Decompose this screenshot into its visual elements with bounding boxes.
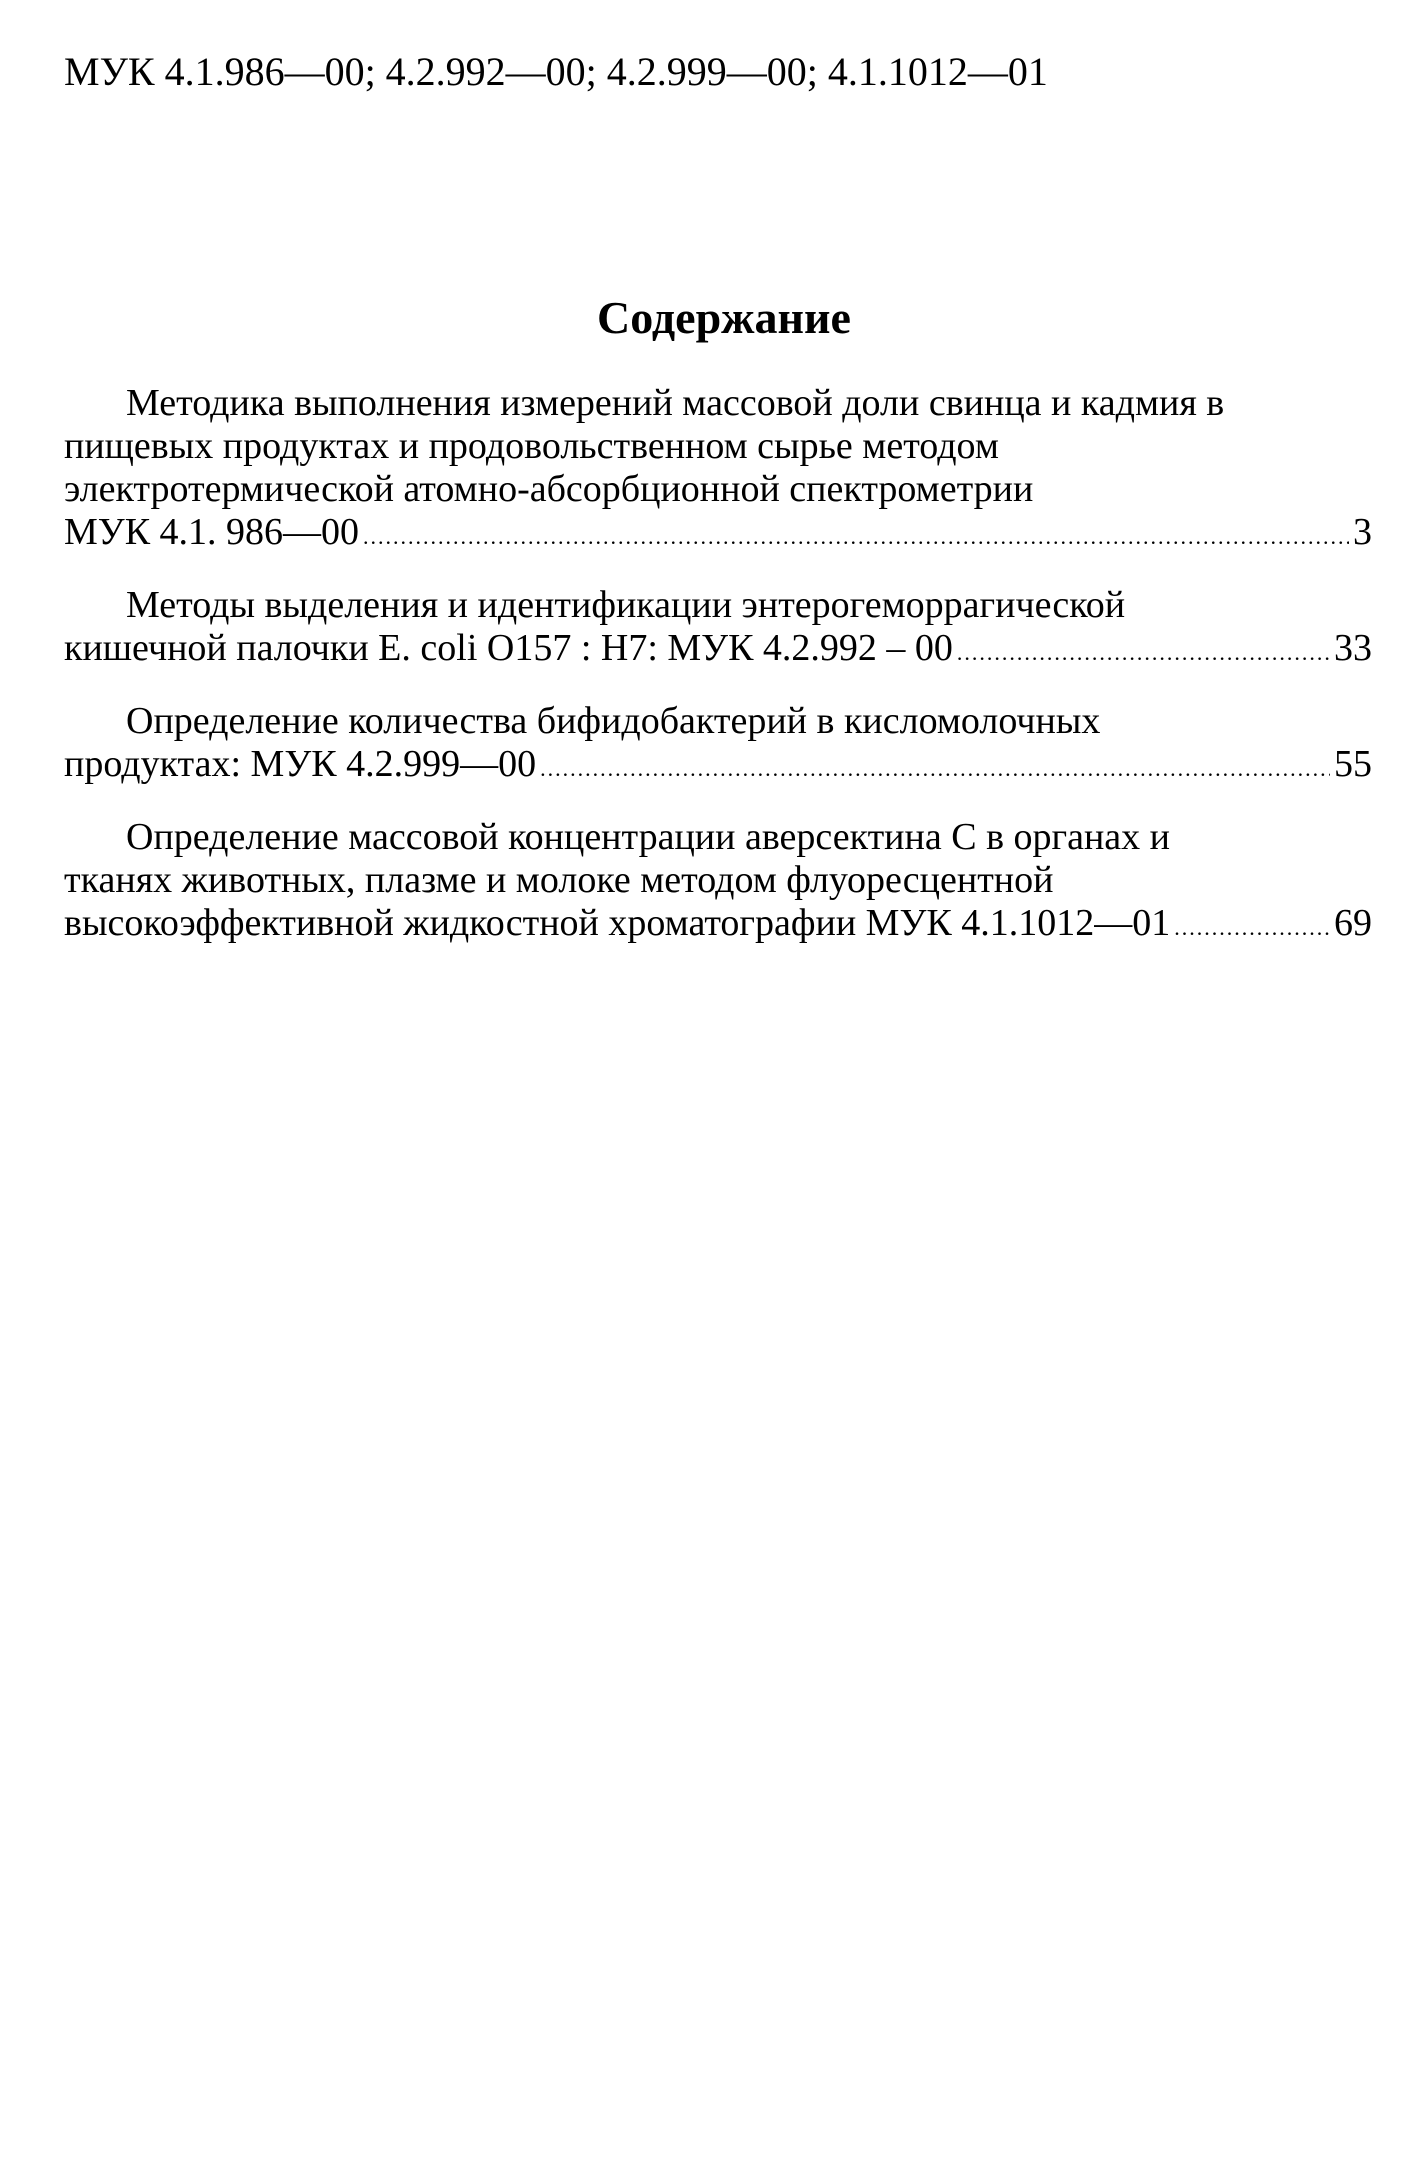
toc-title: Содержание [597, 292, 851, 343]
toc-entry-code: высокоэффективной жидкостной хроматографии МУК 4.1.1012—01 [64, 902, 1171, 944]
dot-leader [957, 631, 1330, 674]
toc-entry[interactable] [64, 382, 1372, 558]
toc-entry[interactable] [64, 700, 1372, 790]
toc-entry-line: Методы выделения и идентификации энтерогеморрагической [126, 584, 1126, 626]
toc-entry-line: Определение количества бифидобактерий в кисломолочных [126, 700, 1101, 742]
toc-page-number: 55 [1334, 743, 1372, 785]
toc-page-number: 3 [1353, 511, 1372, 553]
toc-entry-line: электротермической атомно-абсорбционной спектрометрии [64, 468, 1034, 510]
toc-entry-line: пищевых продуктах и продовольственном сырье методом [64, 425, 999, 467]
dot-leader [363, 515, 1349, 558]
toc-entry-code: МУК 4.1. 986—00 [64, 511, 360, 553]
toc-entry[interactable] [64, 584, 1372, 674]
toc-entry-line: Методика выполнения измерений массовой доли свинца и кадмия в [126, 382, 1225, 424]
toc-entry-last-line [64, 627, 1372, 674]
dot-leader [540, 747, 1330, 790]
table-of-contents [64, 382, 1372, 975]
toc-entry-last-line [64, 511, 1372, 558]
toc-entry-code: продуктах: МУК 4.2.999—00 [64, 743, 537, 785]
toc-entry[interactable] [64, 816, 1372, 949]
toc-entry-line: Определение массовой концентрации аверсектина С в органах и [126, 816, 1170, 858]
toc-entry-code: кишечной палочки E. coli O157 : H7: МУК 4.2.992 – 00 [64, 627, 953, 669]
toc-entry-last-line [64, 902, 1372, 949]
toc-entry-line: тканях животных, плазме и молоке методом флуоресцентной [64, 859, 1054, 901]
toc-page-number: 69 [1334, 902, 1372, 944]
toc-entry-last-line [64, 743, 1372, 790]
toc-page-number: 33 [1334, 627, 1372, 669]
dot-leader [1174, 906, 1330, 949]
running-header: МУК 4.1.986—00; 4.2.992—00; 4.2.999—00; 4.1.1012—01 [64, 49, 1048, 94]
